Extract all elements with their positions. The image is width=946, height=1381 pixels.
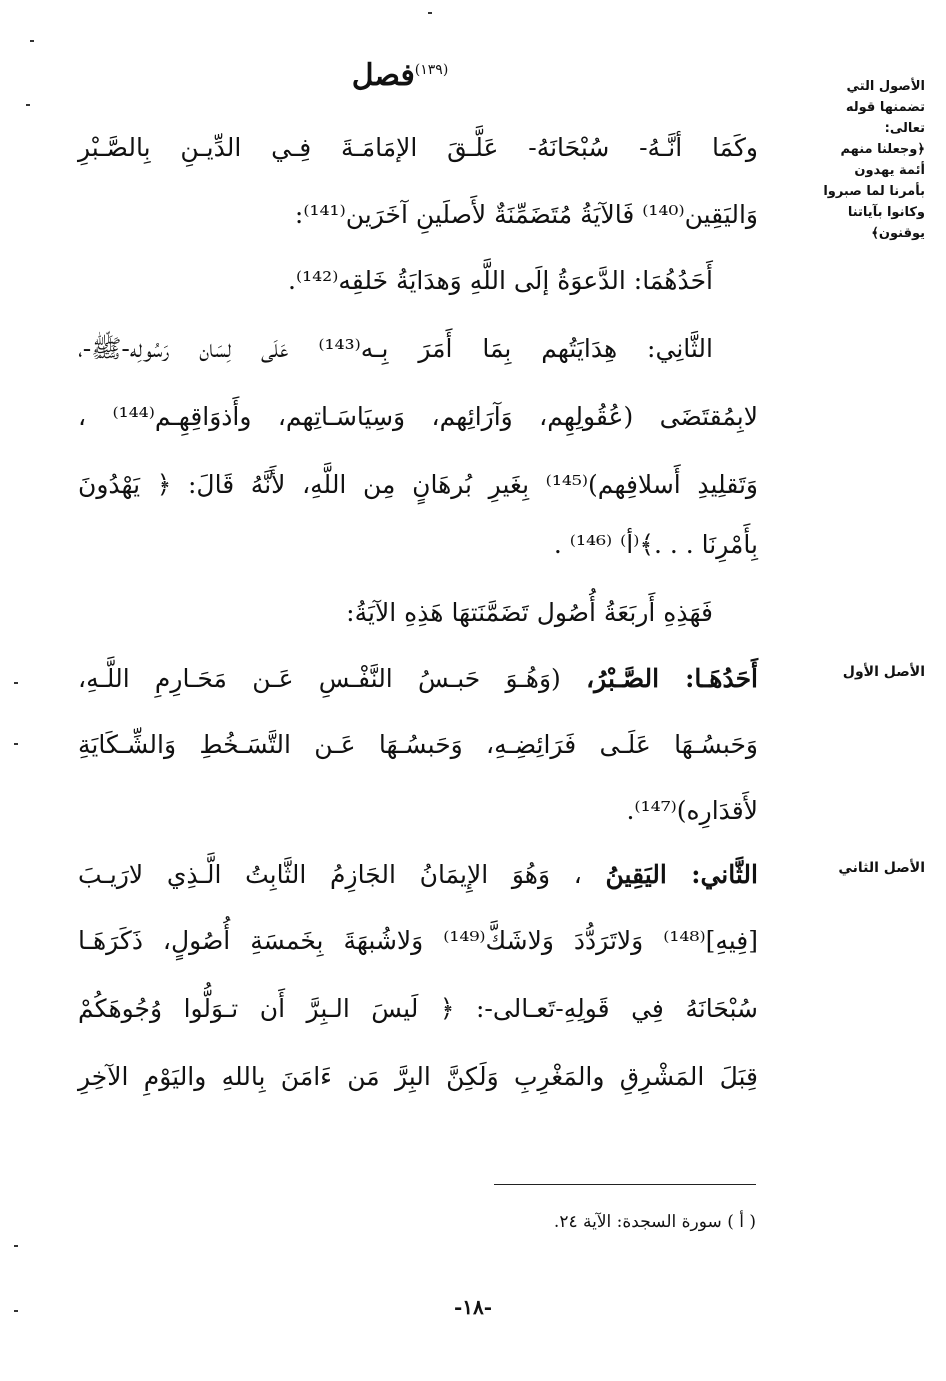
text-line xyxy=(78,860,758,890)
text-line: الثَّانِي: هِدَايَتُهم بِمَا أَمَرَ بِـه⁽¹⁴³⁾ عَلَى لِسَان رَسُولِه-ﷺ-، xyxy=(78,334,713,363)
heading-note: (١٣٩) xyxy=(414,62,449,78)
margin-line: بأمرنا لما صبروا xyxy=(823,184,925,199)
margin-line: الأصول التي xyxy=(846,79,925,94)
text-line: وَتَقلِيدِ أَسلافِهم)⁽¹⁴⁵⁾ بِغَيرِ بُرهَانٍ مِن اللَّهِ، لأَنَّهُ قَالَ: ﴿ يَهْدُونَ xyxy=(78,470,758,499)
text-line: لأَقدَارِه)⁽¹⁴⁷⁾. xyxy=(626,796,758,825)
text-line: قِبَلَ المَشْرِقِ والمَغْرِبِ وَلَكِنَّ البِرَّ مَن ءَامَنَ بِاللهِ واليَوْمِ الآخِرِ xyxy=(78,1062,758,1091)
scan-speck xyxy=(14,1310,18,1312)
margin-line: تضمنها قوله xyxy=(845,100,925,115)
margin-line: تعالى: xyxy=(884,121,925,136)
text-line: وَحَبسُـهَا عَلَـى فَرَائِضِـهِ، وَحَبسُـهَا عَـن التَّسَـخُطِ وَالشِّـكَايَةِ xyxy=(78,730,758,759)
footnote-divider xyxy=(494,1184,756,1185)
text-line: بِأَمْرِنَا . . .﴾⁽أ⁾ ⁽¹⁴⁶⁾ . xyxy=(553,530,758,559)
scan-speck xyxy=(14,743,18,745)
principle-definition: ، وَهُوَ الإِيمَانُ الجَازِمُ الثَّابِتُ الَّـذِي لارَيـبَ xyxy=(78,860,582,889)
text-line: سُبْحَانَهُ فِي قَولِهِ-تَعـالى-: ﴿ لَيسَ الـبِرَّ أَن تـوَلُّوا وُجُوهَكُمْ xyxy=(78,994,758,1023)
margin-line: وكانوا بآياتنا xyxy=(847,205,925,220)
text-line: فَهَذِهِ أَربَعَةُ أُصُول تَضَمَّنَتهَا هَذِهِ الآيَةُ: xyxy=(346,598,713,627)
text-line: وَاليَقِين⁽¹⁴⁰⁾ فَالآيَةُ مُتَضَمِّنَةٌ لأَصلَينِ آخَرَين⁽¹⁴¹⁾: xyxy=(294,200,758,229)
section-heading xyxy=(330,58,470,93)
text-line: لابِمُقتَضَى (عُقُولِهِم، وَآرَائِهم، وَسِيَاسَـاتِهم، وأَذوَاقِهِـم⁽¹⁴⁴⁾ ، xyxy=(78,402,759,431)
margin-line: يوقنون﴾ xyxy=(871,226,925,241)
scan-speck xyxy=(14,682,18,684)
heading-title: فصل xyxy=(351,58,415,93)
margin-line: ﴿وجعلنا منهم xyxy=(840,142,925,157)
document-page: $^{(١٣٩)}$فصل وكَمَا أنَّـهُ- سُبْحَانَهُ- عَلَّـقَ الإمَامَـةَ فِـي الدِّيـنِ بِالصَّـبْرِ وَاليَقِين⁽¹⁴⁰⁾ فَالآيَةُ مُتَضَمِّنَةٌ لأَصلَينِ آخَرَين⁽¹⁴¹⁾: أَحَدُهُمَا: الدَّعوَةُ إلَى اللَّهِ وَهدَايَةُ خَلقِه⁽¹⁴²⁾. الثَّانِي: هِدَايَتُهم بِمَا أَمَرَ بِـه⁽¹⁴³⁾ عَلَى لِسَان رَسُولِه-ﷺ-، لابِمُقتَضَى (عُقُولِهِم، وَآرَائِهم، وَسِيَاسَـاتِهم، وأَذوَاقِهِـم⁽¹⁴⁴⁾ ، وَتَقلِيدِ أَسلافِهم)⁽¹⁴⁵⁾ بِغَيرِ بُرهَانٍ مِن اللَّهِ، لأَنَّهُ قَالَ: ﴿ يَهْدُونَ بِأَمْرِنَا . . .﴾⁽أ⁾ ⁽¹⁴⁶⁾ . فَهَذِهِ أَربَعَةُ أُصُول تَضَمَّنَتهَا هَذِهِ الآيَةُ: أَحَدُهَـا: الصَّـبْرُ، (وَهُـوَ حَبـسُ النَّفْـسِ عَـن مَحَـارِمِ اللَّـهِ، وَحَبسُـهَا عَلَـى فَرَائِضِـهِ، وَحَبسُـهَا عَـن التَّسَـخُطِ وَالشِّـكَايَةِ لأَقدَارِه)⁽¹⁴⁷⁾. الثَّاني: اليَقِينُ ، وَهُوَ الإِيمَانُ الجَازِمُ الثَّابِتُ الَّـذِي لارَيـبَ [فِيهِ]⁽¹⁴⁸⁾ وَلاتَرَدُّدَ وَلاشَكَّ⁽¹⁴⁹⁾ وَلاشُبهَةَ بِخَمسَةِ أُصُولٍ، ذَكَرَهَـا سُبْحَانَهُ فِي قَولِهِ-تَعـالى-: ﴿ لَيسَ الـبِرَّ أَن تـوَلُّوا وُجُوهَكُمْ قِبَلَ المَشْرِقِ والمَغْرِبِ وَلَكِنَّ البِرَّ مَن ءَامَنَ بِاللهِ واليَوْمِ الآخِرِ الأصول التي تضمنها قوله تعالى: ﴿وجعلنا منهم أئمة يهدون بأمرنا لما صبروا وكانوا بآياتنا يوقنون﴾ الأصل الأول الأصل الثاني ( أ ) سورة السجدة: الآية ٢٤. -١٨- xyxy=(0,0,946,1381)
scan-speck xyxy=(428,12,432,14)
footnote: ( أ ) سورة السجدة: الآية ٢٤. xyxy=(553,1212,756,1232)
principle-term: الثَّاني: اليَقِينُ xyxy=(605,860,758,889)
page-number: -١٨- xyxy=(453,1295,493,1319)
principle-definition: (وَهُـوَ حَبـسُ النَّفْـسِ عَـن مَحَـارِمِ اللَّـهِ، xyxy=(78,664,561,693)
scan-speck xyxy=(14,1245,18,1247)
scan-speck xyxy=(30,40,34,42)
principle-term: أَحَدُهَـا: الصَّـبْرُ، xyxy=(586,664,758,693)
text-line: أَحَدُهُمَا: الدَّعوَةُ إلَى اللَّهِ وَهدَايَةُ خَلقِه⁽¹⁴²⁾. xyxy=(288,266,713,295)
text-line: [فِيهِ]⁽¹⁴⁸⁾ وَلاتَرَدُّدَ وَلاشَكَّ⁽¹⁴⁹⁾ وَلاشُبهَةَ بِخَمسَةِ أُصُولٍ، ذَكَرَهَـا xyxy=(78,926,758,955)
text-line xyxy=(78,664,758,694)
margin-note xyxy=(800,76,925,244)
scan-speck xyxy=(26,104,30,106)
margin-line: أئمة يهدون xyxy=(854,163,925,178)
text-line: وكَمَا أنَّـهُ- سُبْحَانَهُ- عَلَّـقَ الإمَامَـةَ فِـي الدِّيـنِ بِالصَّـبْرِ xyxy=(78,133,758,162)
